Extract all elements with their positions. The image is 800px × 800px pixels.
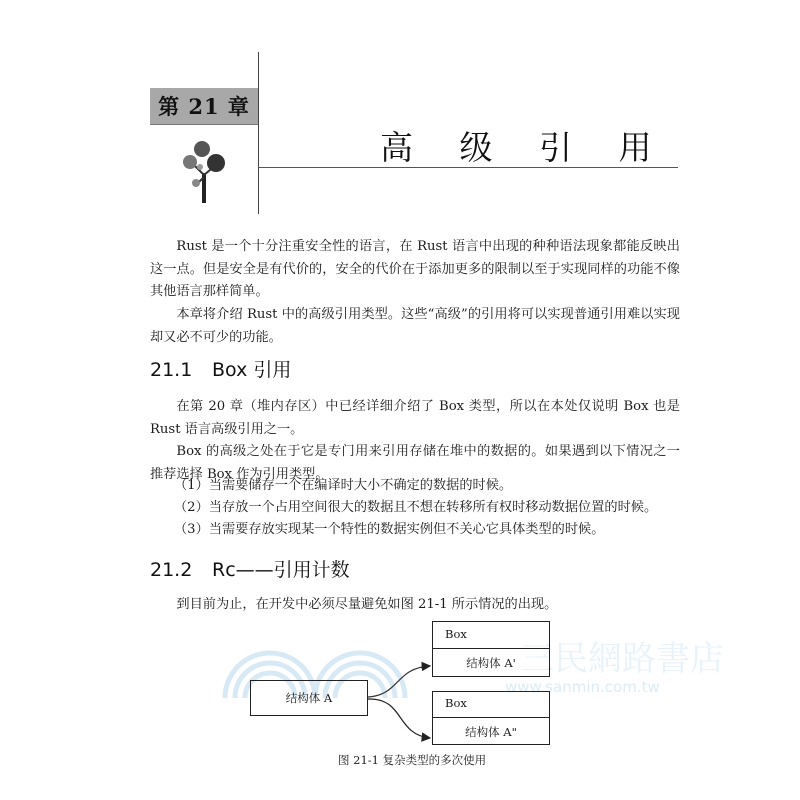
section-number: 21.1 xyxy=(150,359,193,381)
intro-paragraph-2: 本章将介绍 Rust 中的高级引用类型。这些“高级”的引用将可以实现普通引用难以实现却又必不可少的功能。 xyxy=(150,307,680,345)
intro-paragraph-1: Rust 是一个十分注重安全性的语言，在 Rust 语言中出现的种种语法现象都能反映出这一点。但是安全是有代价的，安全的代价在于添加更多的限制以至于实现同样的功能不像其他语言那样简单。 xyxy=(150,239,680,299)
list-item-3: （3）当需要存放实现某一个特性的数据实例但不关心它具体类型的时候。 xyxy=(174,522,605,537)
chapter-title: 高 级 引 用 xyxy=(380,128,670,167)
target-bottom-body: 结构体 A" xyxy=(465,725,517,739)
rc-paragraph-1: 到目前为止，在开发中必须尽量避免如图 21-1 所示情况的出现。 xyxy=(176,597,558,612)
section-heading-21-1 xyxy=(150,355,291,382)
figure-source-box xyxy=(250,680,368,716)
list-item-1: （1）当需要储存一个在编译时大小不确定的数据的时候。 xyxy=(174,478,513,493)
source-box-label: 结构体 A xyxy=(285,691,333,705)
svg-text:三民網路書店: 三民網路書店 xyxy=(520,639,724,679)
figure-target-bottom xyxy=(432,691,550,745)
arrow-to-top xyxy=(368,666,430,697)
box-paragraph-2: Box 的高级之处在于它是专门用来引用存储在堆中的数据的。如果遇到以下情况之一推荐选择 Box 作为引用类型。 xyxy=(150,444,680,482)
list-item-2: （2）当存放一个占用空间很大的数据且不想在转移所有权时移动数据位置的时候。 xyxy=(174,500,658,515)
section-number: 21.2 xyxy=(150,559,193,581)
target-top-body: 结构体 A' xyxy=(466,656,516,670)
section-heading-21-2 xyxy=(150,555,350,582)
target-bottom-header: Box xyxy=(433,692,549,718)
figure-target-top xyxy=(432,621,550,677)
header-vertical-rule xyxy=(258,52,259,214)
section-title-text: Box 引用 xyxy=(212,359,292,381)
figure-caption: 图 21-1 复杂类型的多次使用 xyxy=(338,753,487,767)
section-title-text: Rc——引用计数 xyxy=(212,559,350,581)
tree-icon xyxy=(180,135,228,205)
svg-text:www.sanmin.com.tw: www.sanmin.com.tw xyxy=(505,678,660,696)
box-paragraph-1: 在第 20 章（堆内存区）中已经详细介绍了 Box 类型，所以在本处仅说明 Box 也是 Rust 语言高级引用之一。 xyxy=(150,399,680,437)
chapter-badge: 第 21 章 xyxy=(150,88,258,125)
target-top-header: Box xyxy=(433,622,549,649)
arrow-to-bottom xyxy=(368,699,430,738)
